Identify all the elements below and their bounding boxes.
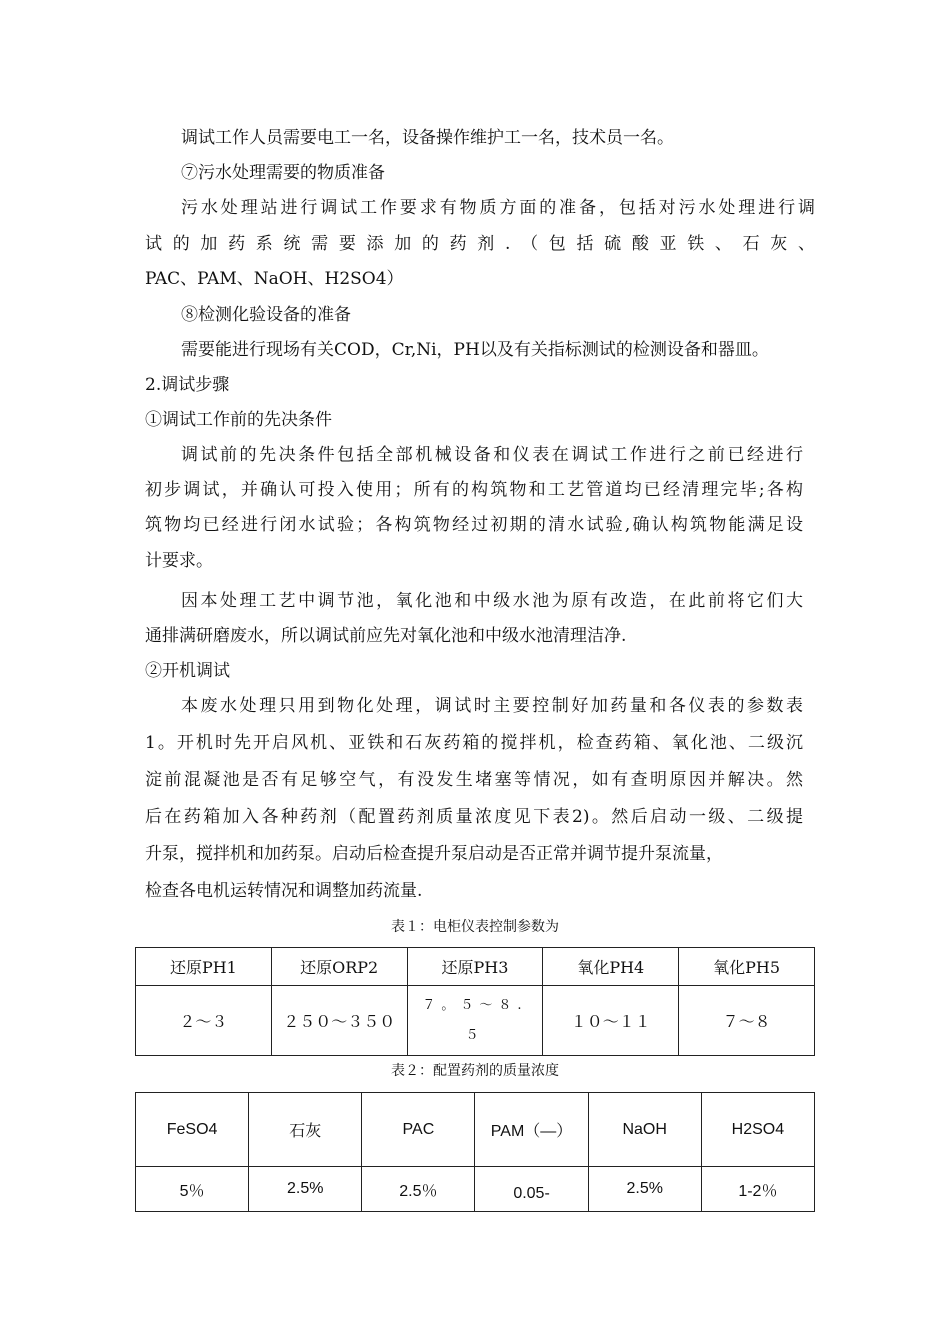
table1-value-cell: ７。５～８.５ bbox=[407, 986, 543, 1056]
heading-startup: ②开机调试 bbox=[145, 661, 230, 681]
paragraph-startup-line2: 1。开机时先开启风机、亚铁和石灰药箱的搅拌机，检查药箱、氧化池、二级沉 bbox=[145, 733, 803, 753]
table2-value-cell: 2.5% bbox=[249, 1167, 362, 1212]
table2-header-cell: NaOH bbox=[588, 1093, 701, 1167]
table1-header-cell: 还原ORP2 bbox=[271, 948, 407, 986]
table2-header-cell: FeSO4 bbox=[136, 1093, 249, 1167]
table2-value-row bbox=[136, 1167, 815, 1212]
paragraph-startup-line6: 检查各电机运转情况和调整加药流量. bbox=[145, 881, 423, 901]
table2-value-cell: 1-2％ bbox=[701, 1167, 814, 1212]
table2-reagent-concentration bbox=[135, 1092, 815, 1212]
table1-value-cell: ２～３ bbox=[136, 986, 272, 1056]
table1-caption: 表１：电柜仪表控制参数为 bbox=[391, 919, 559, 935]
paragraph-material-line1: 污水处理站进行调试工作要求有物质方面的准备，包括对污水处理进行调 bbox=[181, 198, 815, 218]
paragraph-startup-line5: 升泵，搅拌机和加药泵。启动后检查提升泵启动是否正常并调节提升泵流量， bbox=[145, 844, 723, 864]
table2-value-cell: 0.05- bbox=[475, 1167, 588, 1212]
paragraph-preconditions-line4: 计要求。 bbox=[145, 551, 213, 571]
paragraph-material-line2: 试的加药系统需要添加的药剂.（包括硫酸亚铁、石灰、 bbox=[145, 234, 815, 254]
table2-header-cell: 石灰 bbox=[249, 1093, 362, 1167]
table1-header-cell: 氧化PH4 bbox=[543, 948, 679, 986]
table1-header-cell: 还原PH3 bbox=[407, 948, 543, 986]
table1-value-row bbox=[136, 986, 815, 1056]
table1-control-params bbox=[135, 947, 815, 1056]
heading-preconditions: ①调试工作前的先决条件 bbox=[145, 410, 332, 430]
table2-value-cell: 2.5％ bbox=[362, 1167, 475, 1212]
paragraph-lab-equipment: 需要能进行现场有关COD，Cr,Ni，PH以及有关指标测试的检测设备和器皿。 bbox=[181, 340, 769, 360]
table1-header-cell: 还原PH1 bbox=[136, 948, 272, 986]
paragraph-material-line3: PAC、PAM、NaOH、H2SO4） bbox=[145, 269, 404, 289]
table2-header-cell: H2SO4 bbox=[701, 1093, 814, 1167]
table2-caption: 表２：配置药剂的质量浓度 bbox=[391, 1063, 559, 1079]
heading-lab-equipment: ⑧检测化验设备的准备 bbox=[181, 305, 351, 325]
table1-header-row bbox=[136, 948, 815, 986]
paragraph-preconditions-line1: 调试前的先决条件包括全部机械设备和仪表在调试工作进行之前已经进行 bbox=[181, 445, 803, 465]
table1-header-cell: 氧化PH5 bbox=[679, 948, 815, 986]
table2-header-row bbox=[136, 1093, 815, 1167]
table2-value-cell: 5％ bbox=[136, 1167, 249, 1212]
table1-value-cell: ７～８ bbox=[679, 986, 815, 1056]
paragraph-startup-line3: 淀前混凝池是否有足够空气，有没发生堵塞等情况，如有查明原因并解决。然 bbox=[145, 770, 803, 790]
table2-header-cell: PAC bbox=[362, 1093, 475, 1167]
paragraph-renovation-line1: 因本处理工艺中调节池，氧化池和中级水池为原有改造，在此前将它们大 bbox=[181, 591, 803, 611]
paragraph-staff: 调试工作人员需要电工一名，设备操作维护工一名，技术员一名。 bbox=[181, 128, 674, 148]
paragraph-preconditions-line2: 初步调试，并确认可投入使用；所有的构筑物和工艺管道均已经清理完毕;各构 bbox=[145, 480, 803, 500]
table1-value-cell: １０～１１ bbox=[543, 986, 679, 1056]
paragraph-startup-line4: 后在药箱加入各种药剂（配置药剂质量浓度见下表2)。然后启动一级、二级提 bbox=[145, 807, 803, 827]
heading-debug-steps: 2.调试步骤 bbox=[145, 375, 230, 395]
paragraph-preconditions-line3: 筑物均已经进行闭水试验；各构筑物经过初期的清水试验,确认构筑物能满足设 bbox=[145, 515, 803, 535]
table2-value-cell: 2.5% bbox=[588, 1167, 701, 1212]
heading-material-prep: ⑦污水处理需要的物质准备 bbox=[181, 163, 385, 183]
paragraph-startup-line1: 本废水处理只用到物化处理，调试时主要控制好加药量和各仪表的参数表 bbox=[181, 696, 803, 716]
table2-header-cell: PAM（—） bbox=[475, 1093, 588, 1167]
paragraph-renovation-line2: 通排满研磨废水，所以调试前应先对氧化池和中级水池清理洁净. bbox=[145, 626, 627, 646]
table1-value-cell: ２５０～３５０ bbox=[271, 986, 407, 1056]
